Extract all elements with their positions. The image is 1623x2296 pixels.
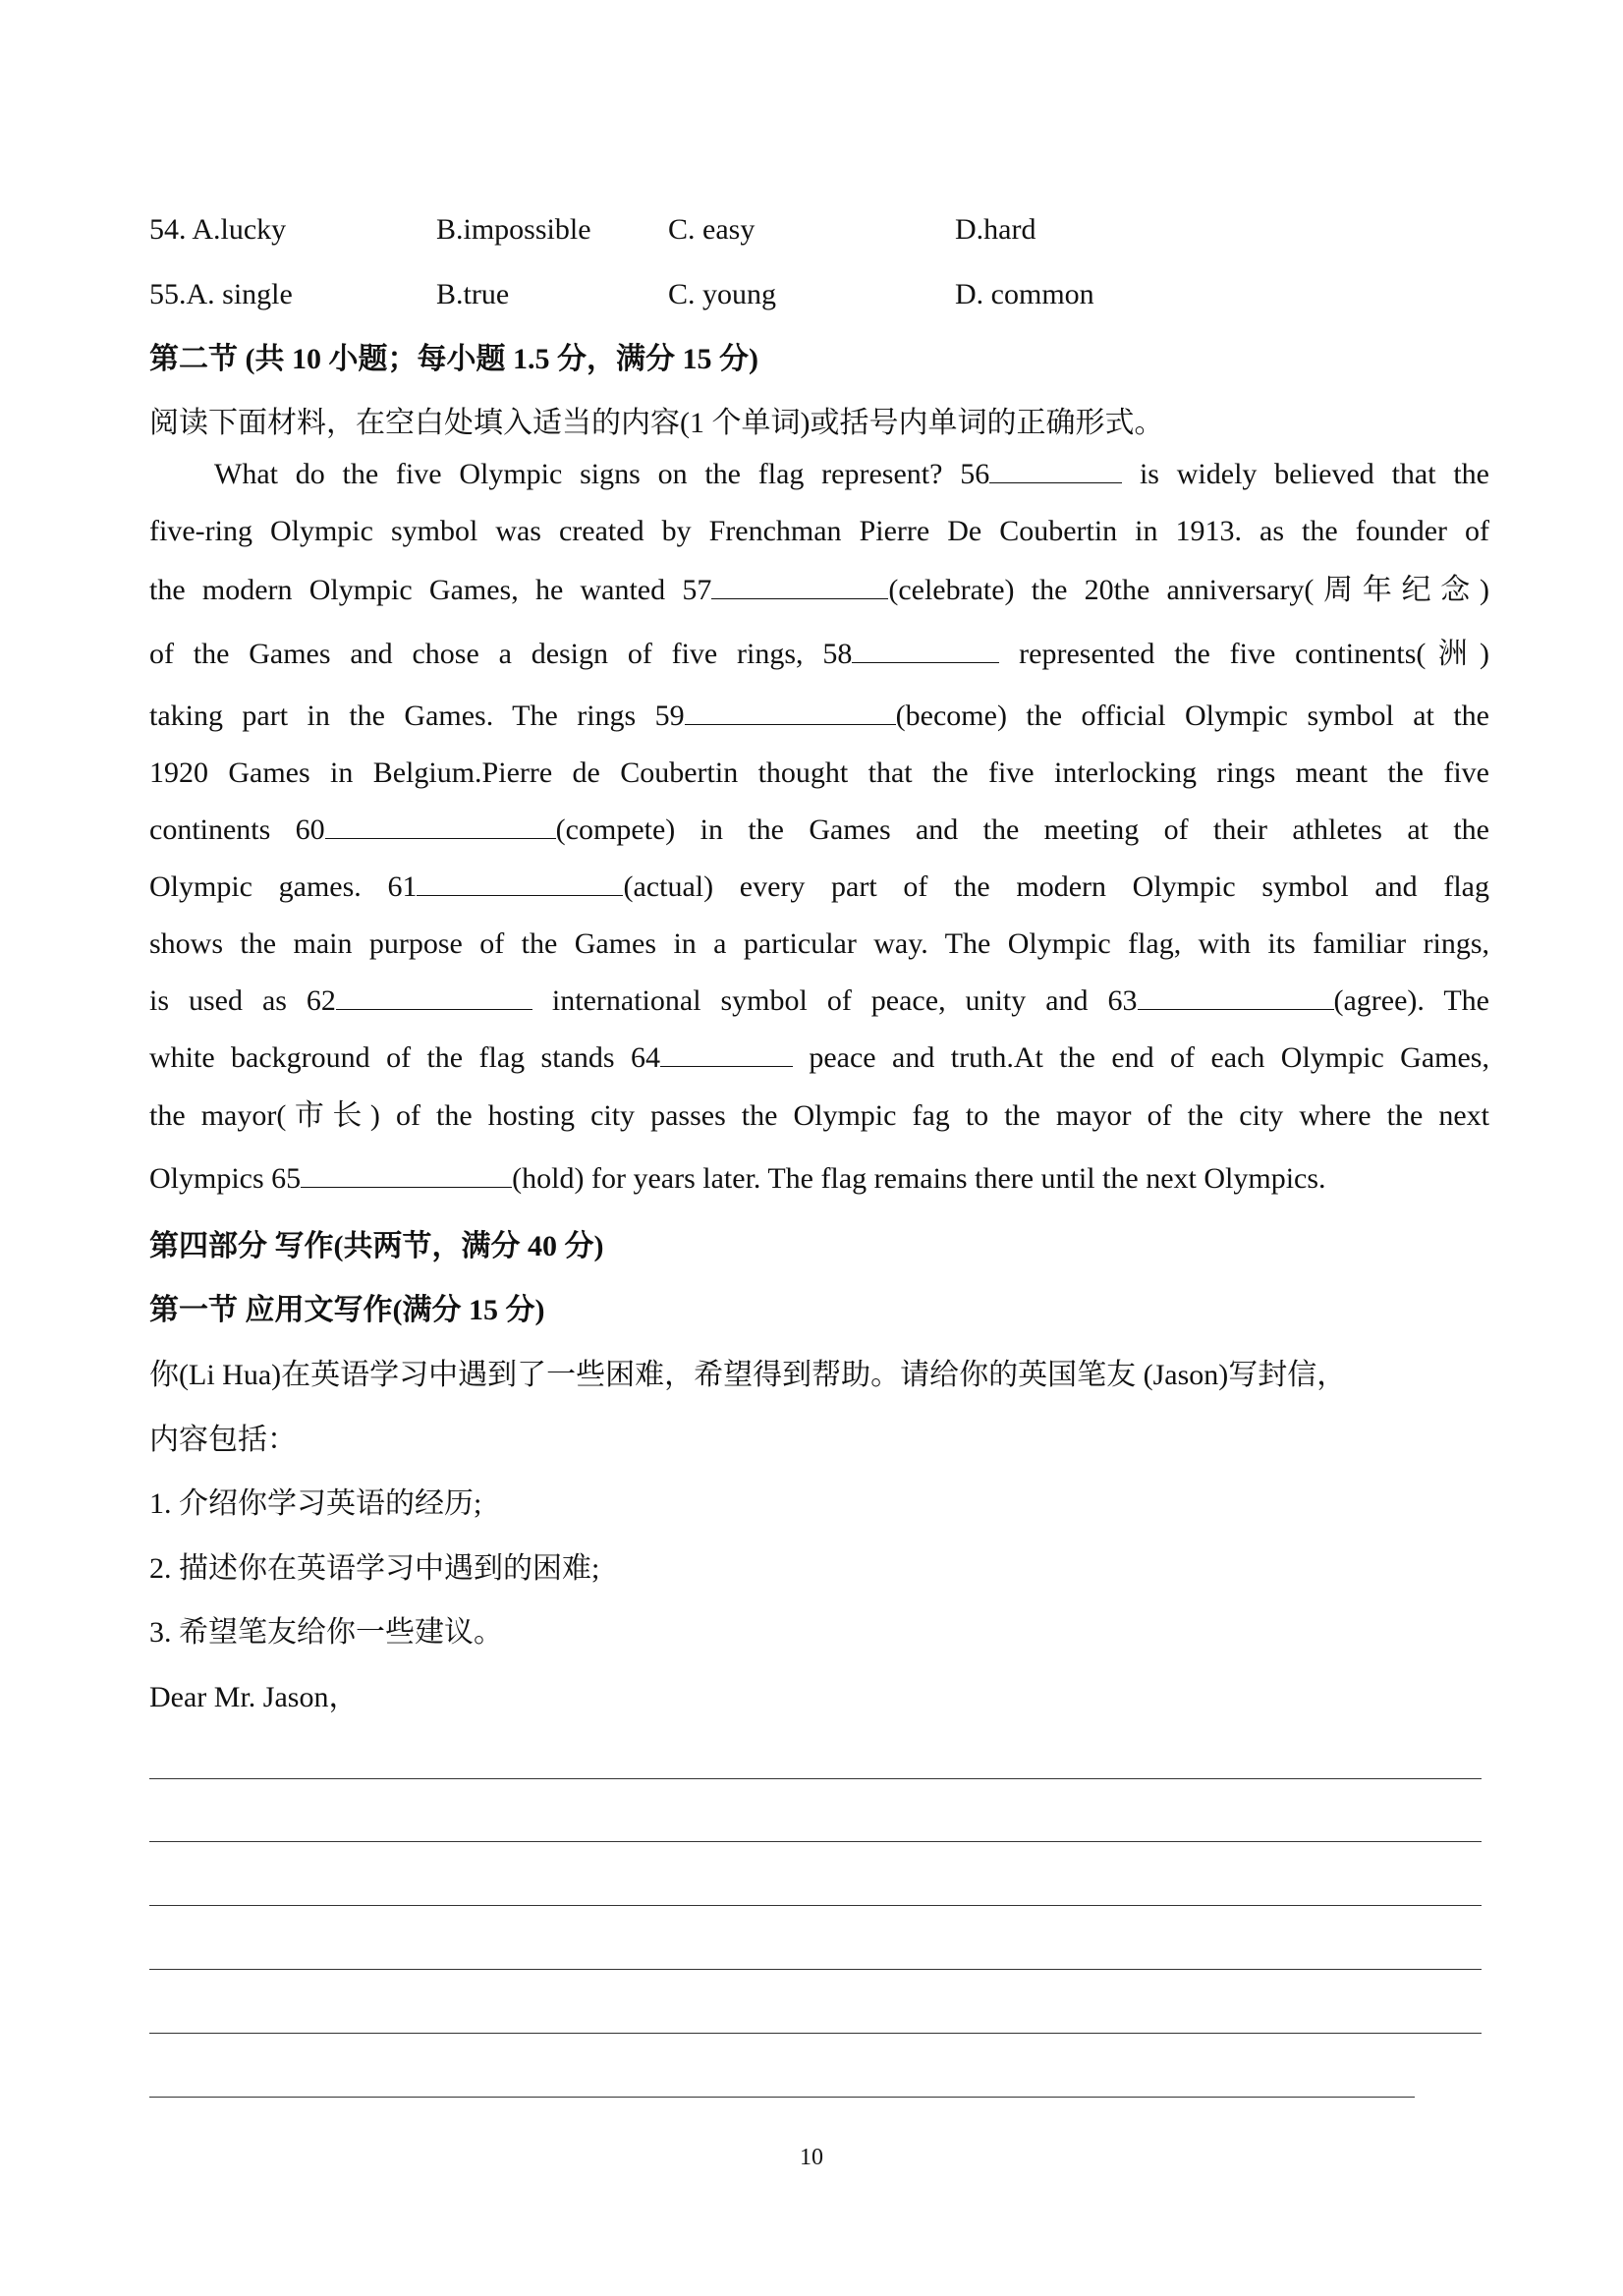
part-4-title: 第四部分 写作(共两节，满分 40 分) <box>149 1230 604 1262</box>
passage-line-10: is used as 62 international symbol of peace, unity and 63 (agree). The <box>149 984 1489 1017</box>
salutation: Dear Mr. Jason， <box>149 1681 359 1713</box>
blank-65[interactable] <box>301 1161 512 1188</box>
option-b: B.impossible <box>436 213 591 246</box>
option-a: 54. A.lucky <box>149 213 287 246</box>
blank-63[interactable] <box>1138 983 1334 1010</box>
writing-line[interactable] <box>149 1778 1482 1779</box>
option-c: C. young <box>668 278 777 310</box>
writing-line[interactable] <box>149 1905 1482 1906</box>
passage-line-4: of the Games and chose a design of five rings, 58 represented the five continents(洲) <box>149 638 1489 670</box>
section-2-instruction: 阅读下面材料，在空白处填入适当的内容(1 个单词)或括号内单词的正确形式。 <box>149 407 1164 439</box>
writing-line[interactable] <box>149 2033 1482 2034</box>
passage-line-13: Olympics 65 (hold) for years later. The flag remains there until the next Olympics. <box>149 1162 1326 1195</box>
passage-line-3: the modern Olympic Games, he wanted 57 (celebrate) the 20the anniversary(周年纪念) <box>149 574 1489 606</box>
option-d: D.hard <box>955 213 1036 246</box>
section-1-title: 第一节 应用文写作(满分 15 分) <box>149 1294 545 1326</box>
option-b: B.true <box>436 278 510 310</box>
writing-item-3: 3. 希望笔友给你一些建议。 <box>149 1616 503 1649</box>
option-d: D. common <box>955 278 1094 310</box>
blank-56[interactable] <box>989 457 1122 483</box>
writing-prompt-line-2: 内容包括： <box>149 1424 297 1456</box>
writing-item-1: 1. 介绍你学习英语的经历; <box>149 1487 482 1520</box>
blank-58[interactable] <box>852 637 999 663</box>
passage-line-9: shows the main purpose of the Games in a particular way. The Olympic flag, with its familiar rings, <box>149 927 1489 960</box>
passage-line-5: taking part in the Games. The rings 59 (become) the official Olympic symbol at the <box>149 700 1489 732</box>
writing-line[interactable] <box>149 1841 1482 1842</box>
writing-line[interactable] <box>149 2097 1415 2098</box>
blank-62[interactable] <box>336 983 532 1010</box>
option-c: C. easy <box>668 213 756 246</box>
option-a: 55.A. single <box>149 278 293 310</box>
writing-item-2: 2. 描述你在英语学习中遇到的困难; <box>149 1552 600 1585</box>
blank-57[interactable] <box>711 573 888 599</box>
writing-line[interactable] <box>149 1969 1482 1970</box>
passage-line-12: the mayor(市长) of the hosting city passes the Olympic fag to the mayor of the city where the next <box>149 1099 1489 1132</box>
passage-line-11: white background of the flag stands 64 peace and truth.At the end of each Olympic Games, <box>149 1041 1489 1074</box>
passage-line-2: five-ring Olympic symbol was created by Frenchman Pierre De Coubertin in 1913. as the founder of <box>149 515 1489 547</box>
section-2-title: 第二节 (共 10 小题；每小题 1.5 分，满分 15 分) <box>149 343 758 375</box>
blank-60[interactable] <box>325 812 556 839</box>
passage-line-8: Olympic games. 61 (actual) every part of the modern Olympic symbol and flag <box>149 870 1489 903</box>
writing-prompt-line-1: 你(Li Hua)在英语学习中遇到了一些困难，希望得到帮助。请给你的英国笔友 (Jason)写封信， <box>149 1359 1347 1391</box>
blank-59[interactable] <box>685 699 896 725</box>
page-number: 10 <box>800 2145 823 2170</box>
passage-line-1: What do the five Olympic signs on the flag represent? 56 is widely believed that the <box>214 458 1489 490</box>
passage-line-7: continents 60 (compete) in the Games and the meeting of their athletes at the <box>149 813 1489 846</box>
passage-line-6: 1920 Games in Belgium.Pierre de Coubertin thought that the five interlocking rings meant the five <box>149 756 1489 789</box>
blank-61[interactable] <box>417 869 623 896</box>
blank-64[interactable] <box>660 1040 793 1067</box>
